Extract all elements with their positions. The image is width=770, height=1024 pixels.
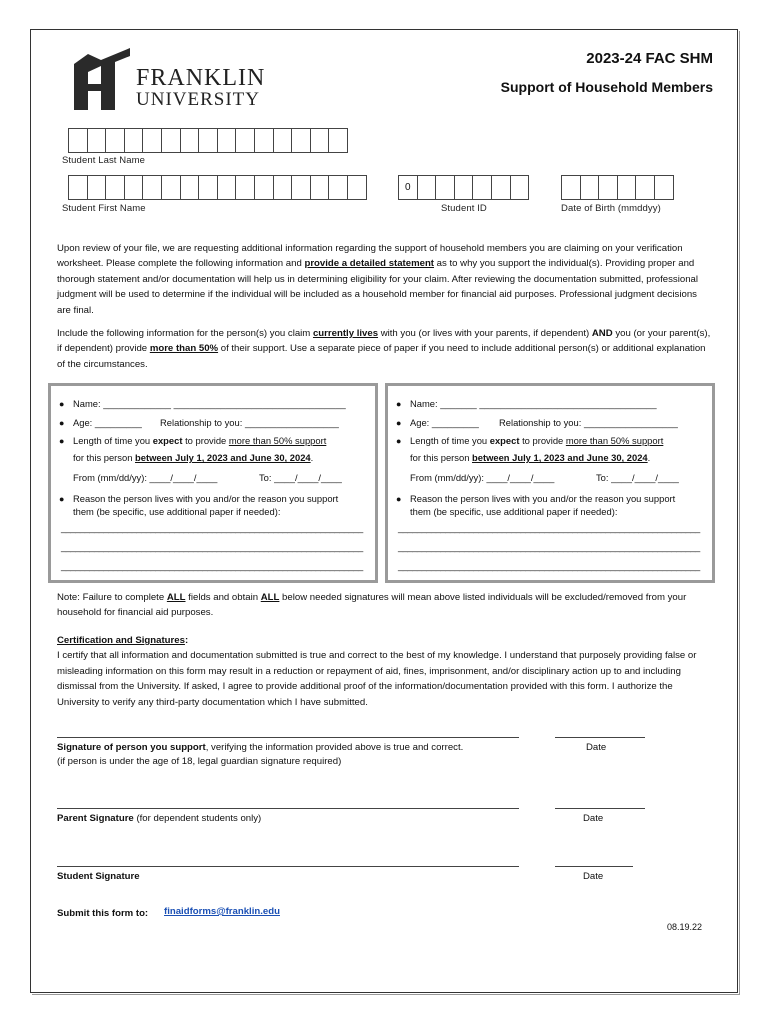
char-box[interactable] <box>291 175 311 200</box>
period-text <box>410 451 650 465</box>
reason-text-line2: them (be specific, use additional paper if needed): <box>410 506 618 517</box>
char-box[interactable] <box>68 128 88 153</box>
char-box[interactable] <box>217 175 237 200</box>
parent-label-rest: (for dependent students only) <box>133 813 262 824</box>
student-id-label: Student ID <box>441 203 487 214</box>
from-date-field[interactable]: From (mm/dd/yy): ____/____/____ <box>410 472 555 483</box>
date-label: Date <box>583 813 604 824</box>
char-box[interactable] <box>435 175 455 200</box>
to-date-field[interactable]: To: ____/____/____ <box>596 472 679 483</box>
submit-email-link[interactable]: finaidforms@franklin.edu <box>164 906 280 917</box>
char-box[interactable] <box>161 175 181 200</box>
bullet-icon: ● <box>59 418 65 428</box>
first-name-label: Student First Name <box>62 203 146 214</box>
char-box[interactable] <box>328 128 348 153</box>
date-of-birth-label: Date of Birth (mmddyy) <box>561 203 661 214</box>
char-box[interactable] <box>105 175 125 200</box>
person-age-field[interactable]: Age: _________ <box>73 417 142 428</box>
bullet-icon: ● <box>59 494 65 504</box>
certification-colon: : <box>184 635 189 646</box>
note-text-b: fields and obtain <box>185 592 261 603</box>
supported-person-label-bold: Signature of person you support <box>57 742 206 753</box>
intro-paragraph-1 <box>57 241 712 318</box>
char-box[interactable] <box>161 128 181 153</box>
person-box-left <box>48 383 378 583</box>
parent-signature-line[interactable] <box>57 808 519 809</box>
parent-date-line[interactable] <box>555 808 645 809</box>
char-box[interactable] <box>472 175 492 200</box>
date-label: Date <box>586 742 607 753</box>
char-box[interactable] <box>254 175 274 200</box>
supported-person-label-rest: , verifying the information provided above is true and correct. <box>205 742 464 753</box>
parent-label-bold: Parent Signature <box>57 813 134 824</box>
char-box[interactable] <box>347 175 367 200</box>
char-box[interactable] <box>180 175 200 200</box>
length-of-time-text <box>73 434 326 448</box>
bullet-icon: ● <box>59 436 65 446</box>
reason-text-line1: Reason the person lives with you and/or the reason you support <box>73 493 339 504</box>
form-title: Support of Household Members <box>500 79 713 95</box>
length-expect: expect <box>489 435 520 446</box>
person-name-field[interactable]: Name: _____________ _________________________________ <box>73 398 346 409</box>
note-paragraph <box>57 590 707 621</box>
person-relationship-field[interactable]: Relationship to you: __________________ <box>499 417 678 428</box>
period-end: . <box>647 452 651 463</box>
char-box[interactable] <box>68 175 88 200</box>
bullet-icon: ● <box>396 418 402 428</box>
char-box[interactable] <box>617 175 637 200</box>
bullet-icon: ● <box>396 399 402 409</box>
char-box[interactable] <box>580 175 600 200</box>
char-box[interactable] <box>142 175 162 200</box>
char-box[interactable] <box>291 128 311 153</box>
length-more-than-50: more than 50% support <box>565 435 664 446</box>
period-text-a: for this person <box>73 452 136 463</box>
supported-person-signature-line[interactable] <box>57 737 519 738</box>
student-label-bold: Student Signature <box>57 871 140 882</box>
char-box[interactable] <box>235 128 255 153</box>
certification-heading: Certification and Signatures <box>57 635 185 646</box>
reason-answer-line-3[interactable]: ________________________________________________________________ <box>61 560 363 571</box>
reason-answer-line-1[interactable]: ________________________________________________________________ <box>398 522 700 533</box>
length-text-b: to provide <box>519 435 566 446</box>
reason-answer-line-2[interactable]: ________________________________________________________________ <box>61 541 363 552</box>
last-name-input[interactable] <box>68 128 347 153</box>
intro-p2-text-c: you (or your parent(s), if dependent) provide <box>57 328 711 355</box>
period-end: . <box>310 452 314 463</box>
char-box[interactable] <box>635 175 655 200</box>
char-box[interactable] <box>105 128 125 153</box>
length-text-a: Length of time you <box>73 435 153 446</box>
char-box[interactable] <box>454 175 474 200</box>
last-name-label: Student Last Name <box>62 155 146 166</box>
char-box[interactable] <box>217 128 237 153</box>
form-code: 2023-24 FAC SHM <box>586 50 713 67</box>
bullet-icon: ● <box>59 399 65 409</box>
person-name-field[interactable]: Name: _______ __________________________________ <box>410 398 657 409</box>
note-all-2: ALL <box>260 592 280 603</box>
date-label: Date <box>583 871 604 882</box>
period-dates: between July 1, 2023 and June 30, 2024 <box>135 452 311 463</box>
logo-text-university: UNIVERSITY <box>136 89 260 110</box>
period-dates: between July 1, 2023 and June 30, 2024 <box>472 452 648 463</box>
length-text-b: to provide <box>182 435 229 446</box>
to-date-field[interactable]: To: ____/____/____ <box>259 472 342 483</box>
intro-p2-text-b: with you (or lives with your parents, if dependent) <box>378 328 592 339</box>
char-box[interactable] <box>254 128 274 153</box>
char-box[interactable] <box>328 175 348 200</box>
bullet-icon: ● <box>396 436 402 446</box>
char-box[interactable] <box>87 128 107 153</box>
char-box[interactable] <box>87 175 107 200</box>
reason-answer-line-1[interactable]: ________________________________________________________________ <box>61 522 363 533</box>
first-name-input[interactable] <box>68 175 366 200</box>
char-box[interactable] <box>310 128 330 153</box>
intro-p2-currently-lives: currently lives <box>312 328 379 339</box>
char-box[interactable] <box>180 128 200 153</box>
reason-text-line2: them (be specific, use additional paper if needed): <box>73 506 281 517</box>
franklin-logo <box>72 48 282 112</box>
char-box[interactable] <box>598 175 618 200</box>
char-box[interactable] <box>510 175 530 200</box>
person-age-field[interactable]: Age: _________ <box>410 417 479 428</box>
length-of-time-text <box>410 434 663 448</box>
char-box[interactable] <box>273 175 293 200</box>
franklin-logo-mark-icon <box>72 48 130 110</box>
note-text-a: Note: Failure to complete <box>57 592 167 603</box>
supported-person-note: (if person is under the age of 18, legal guardian signature required) <box>57 756 342 767</box>
length-expect: expect <box>152 435 183 446</box>
person-relationship-field[interactable]: Relationship to you: __________________ <box>160 417 339 428</box>
student-id-input[interactable] <box>398 175 528 200</box>
supported-person-signature-label <box>57 741 463 755</box>
student-signature-line[interactable] <box>57 866 519 867</box>
char-box[interactable] <box>273 128 293 153</box>
note-text-c: below needed signatures will mean above listed individuals will be excluded/removed from your household for financial aid purposes. <box>57 592 687 619</box>
submit-label: Submit this form to: <box>57 908 149 919</box>
length-text-a: Length of time you <box>410 435 490 446</box>
char-box[interactable] <box>142 128 162 153</box>
char-box[interactable] <box>310 175 330 200</box>
date-of-birth-input[interactable] <box>561 175 673 200</box>
certification-section <box>57 633 712 710</box>
student-signature-label <box>57 870 140 884</box>
char-box[interactable] <box>198 175 218 200</box>
char-box[interactable] <box>235 175 255 200</box>
certification-body: I certify that all information and documentation submitted is true and correct to the best of my knowledge. I understand that purposely providing false or misleading information on this form may result in a reduction or repayment of aid, fines, imprisonment, and/or disciplinary action up to and including dismissal from the University. If asked, I agree to provide additional proof of the information/documentation provided with this form. I authorize the University to verify any third-party documentation which I have submitted. <box>57 650 697 708</box>
intro-p1-text-b: as to why you support the individual(s). Providing proper and thorough statement and/or documentation will help us in determining eligibility for your claim. After reviewing the documentation submitted, professional judgment will be used to determine if the individual will be included as a household member for financial aid purposes. Professional judgment decisions are final. <box>57 258 698 316</box>
form-version: 08.19.22 <box>667 922 703 932</box>
from-date-field[interactable]: From (mm/dd/yy): ____/____/____ <box>73 472 218 483</box>
parent-signature-label <box>57 812 261 826</box>
char-box[interactable] <box>124 128 144 153</box>
char-box[interactable] <box>561 175 581 200</box>
intro-p1-text-a: Upon review of your file, we are requesting additional information regarding the support of household members you are claiming on your verification worksheet. Please complete the following information and <box>57 243 683 270</box>
period-text-a: for this person <box>410 452 473 463</box>
reason-answer-line-3[interactable]: ________________________________________________________________ <box>398 560 700 571</box>
intro-p2-text-d: of their support. Use a separate piece of paper if you need to include additional person(s) or additional explanation of the circumstances. <box>57 343 706 370</box>
char-box[interactable] <box>124 175 144 200</box>
intro-p2-and: AND <box>591 328 613 339</box>
intro-p2-text-a: Include the following information for the person(s) you claim <box>57 328 313 339</box>
reason-text-line1: Reason the person lives with you and/or the reason you support <box>410 493 676 504</box>
char-box[interactable] <box>198 128 218 153</box>
length-more-than-50: more than 50% support <box>228 435 327 446</box>
intro-p1-emphasis: provide a detailed statement <box>304 258 435 270</box>
intro-paragraph-2 <box>57 326 712 372</box>
period-text <box>73 451 313 465</box>
reason-answer-line-2[interactable]: ________________________________________________________________ <box>398 541 700 552</box>
logo-text-franklin: FRANKLIN <box>136 65 266 91</box>
bullet-icon: ● <box>396 494 402 504</box>
char-box[interactable] <box>654 175 674 200</box>
student-date-line[interactable] <box>555 866 633 867</box>
note-all-1: ALL <box>166 592 186 603</box>
supported-person-date-line[interactable] <box>555 737 645 738</box>
char-box[interactable] <box>417 175 437 200</box>
person-box-right <box>385 383 715 583</box>
intro-p2-more-than-50: more than 50% <box>149 343 219 355</box>
char-box[interactable]: 0 <box>398 175 418 200</box>
char-box[interactable] <box>491 175 511 200</box>
